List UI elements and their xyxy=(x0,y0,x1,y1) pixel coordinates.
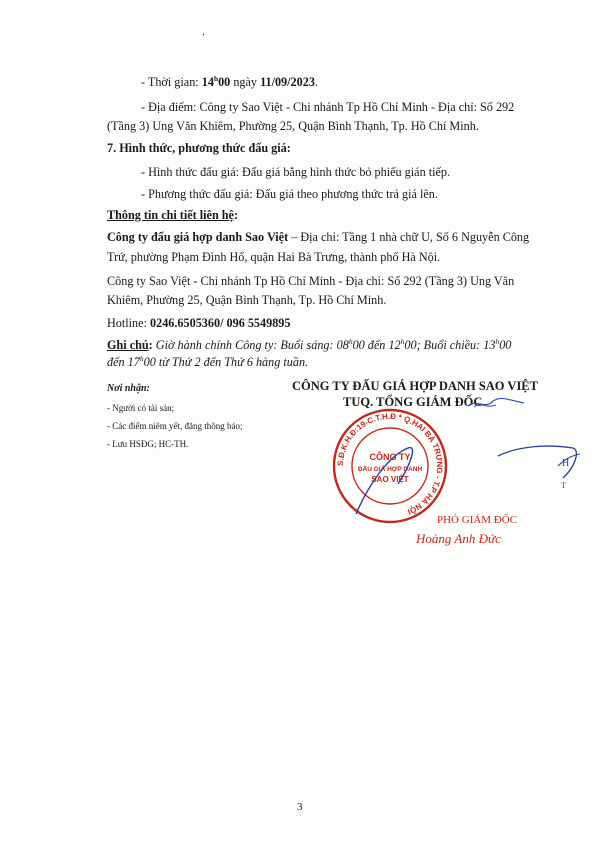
signature-role: PHÓ GIÁM ĐỐC xyxy=(437,514,518,526)
time-hour: 14 xyxy=(201,75,214,89)
note-text-d: 00 xyxy=(499,338,512,352)
handwritten-signature xyxy=(348,426,588,526)
svg-text:H: H xyxy=(562,458,570,469)
svg-text:SAO VIỆT: SAO VIỆT xyxy=(371,475,409,484)
hotline-label: Hotline: xyxy=(107,316,150,330)
signer-name: Hoàng Anh Đức xyxy=(416,531,501,546)
svg-text:S.Đ.K.H.Đ:19-C.T.H.Đ * Q.HAI: S.Đ.K.H.Đ:19-C.T.H.Đ * Q.HAI BÀ TRƯNG - T.P HÀ NỘI xyxy=(335,411,445,517)
recipient-item-1: - Người có tài sản; xyxy=(107,403,175,413)
company-address-line-2: Trứ, phường Phạm Đình Hổ, quận Hai Bà Trưng, thành phố Hà Nội. xyxy=(107,250,441,264)
time-label: - Thời gian: xyxy=(141,75,202,89)
note-sup-3: h xyxy=(495,337,500,346)
note-sup-4: h xyxy=(139,354,144,363)
svg-text:T: T xyxy=(561,481,566,490)
auction-form-line: - Hình thức đấu giá: Đấu giá bằng hình thức bỏ phiếu gián tiếp. xyxy=(141,165,451,179)
authority-flourish xyxy=(466,397,526,411)
page-number: 3 xyxy=(297,801,303,813)
recipient-item-3: - Lưu HSĐG; HC-TH. xyxy=(107,439,189,449)
signature-authority: TUQ. TỔNG GIÁM ĐỐC xyxy=(343,395,483,409)
company-address-line-1 xyxy=(107,230,529,244)
company-address-part: – Địa chỉ: Tầng 1 nhà chữ U, Số 6 Nguyễn Công xyxy=(288,230,530,244)
auction-method-line: - Phương thức đấu giá: Đấu giá theo phương thức trả giá lên. xyxy=(141,187,438,201)
location-line-2: (Tầng 3) Ung Văn Khiêm, Phường 25, Quận Bình Thạnh, Tp. Hồ Chí Minh. xyxy=(107,119,479,133)
note-text-c: 00; Buổi chiều: 13 xyxy=(404,338,496,352)
svg-text:CÔNG TY: CÔNG TY xyxy=(369,452,411,462)
location-line-1: - Địa điểm: Công ty Sao Việt - Chi nhánh Tp Hồ Chí Minh - Địa chỉ: Số 292 xyxy=(141,100,515,114)
note-label: Ghi chú xyxy=(107,338,149,352)
branch-line-1: Công ty Sao Việt - Chi nhánh Tp Hồ Chí Minh - Địa chỉ: Số 292 (Tầng 3) Ung Văn xyxy=(107,274,515,288)
note-sup-2: h xyxy=(400,337,405,346)
contact-heading-colon: : xyxy=(233,208,239,222)
recipient-item-2: - Các điểm niêm yết, đăng thông báo; xyxy=(107,421,243,431)
svg-text:ĐẤU GIÁ HỢP DANH: ĐẤU GIÁ HỢP DANH xyxy=(357,466,423,473)
contact-heading-text: Thông tin chi tiết liên hệ xyxy=(107,208,234,222)
hotline-line xyxy=(107,316,291,330)
section-7-heading: 7. Hình thức, phương thức đấu giá: xyxy=(107,141,291,155)
scan-mark xyxy=(203,33,204,36)
note-text-b: 00 đến 12 xyxy=(352,338,401,352)
contact-heading xyxy=(107,208,238,222)
time-minute: 00 xyxy=(218,75,231,89)
company-name: Công ty đấu giá hợp danh Sao Việt xyxy=(107,230,289,244)
note-text-a: Giờ hành chính Công ty: Buổi sáng: 08 xyxy=(155,338,349,352)
time-period: . xyxy=(314,75,318,89)
time-connector: ngày xyxy=(230,75,261,89)
signature-company: CÔNG TY ĐẤU GIÁ HỢP DANH SAO VIỆT xyxy=(292,379,538,393)
note-line-1 xyxy=(107,338,511,352)
note-line-2 xyxy=(107,355,308,369)
note-colon: : xyxy=(148,338,156,352)
branch-line-2: Khiêm, Phường 25, Quận Bình Thạnh, Tp. Hồ Chí Minh. xyxy=(107,293,387,307)
recipients-heading: Nơi nhận: xyxy=(107,383,150,394)
note-text-f: 00 từ Thứ 2 đến Thứ 6 hàng tuần. xyxy=(143,355,309,369)
time-h-sup: h xyxy=(213,74,219,83)
hotline-value: 0246.6505360/ 096 5549895 xyxy=(150,316,291,330)
time-line xyxy=(141,75,318,89)
time-date: 11/09/2023 xyxy=(260,75,315,89)
note-sup-1: h xyxy=(348,337,353,346)
note-text-e: đến 17 xyxy=(107,355,140,369)
